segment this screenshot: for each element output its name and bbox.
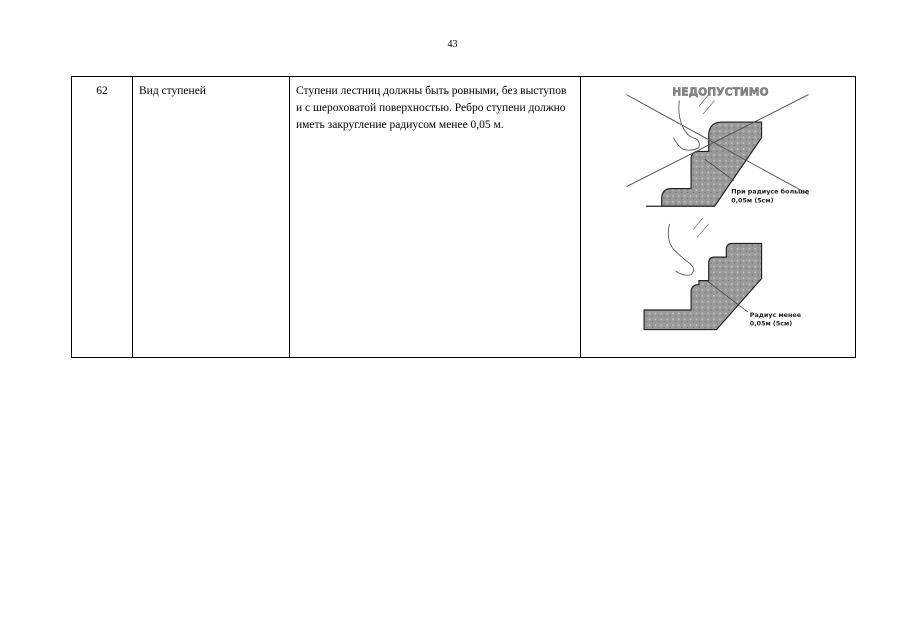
top-caption-line1: При радиусе больше [731, 188, 810, 196]
row-name-cell [133, 77, 290, 358]
foot-sketch-icon [668, 224, 693, 275]
unacceptable-title: НЕДОПУСТИМО [672, 85, 769, 99]
foot-sketch-line-icon [693, 218, 709, 238]
stair-edge-illustration [581, 77, 855, 357]
foot-sketch-icon [673, 100, 699, 150]
row-requirement-cell [290, 77, 581, 358]
row-number-cell [72, 77, 133, 358]
top-caption-line2: 0,05м (5см) [731, 197, 774, 205]
table-row [72, 77, 856, 358]
requirements-table [71, 76, 856, 358]
row-number: 62 [96, 85, 108, 97]
row-requirement-text: Ступени лестниц должны быть ровными, без выступов и с шероховатой поверхностью. Ребро ступени должно иметь закругление радиусом менее 0,05 м. [296, 85, 567, 131]
bottom-caption-line1: Радиус менее [749, 311, 802, 319]
bottom-caption-line2: 0,05м (5см) [749, 320, 793, 328]
page-number: 43 [447, 39, 458, 50]
rounded-edge-stair-icon [644, 243, 761, 329]
illustration-cell [581, 77, 856, 358]
row-name: Вид ступеней [139, 85, 206, 97]
